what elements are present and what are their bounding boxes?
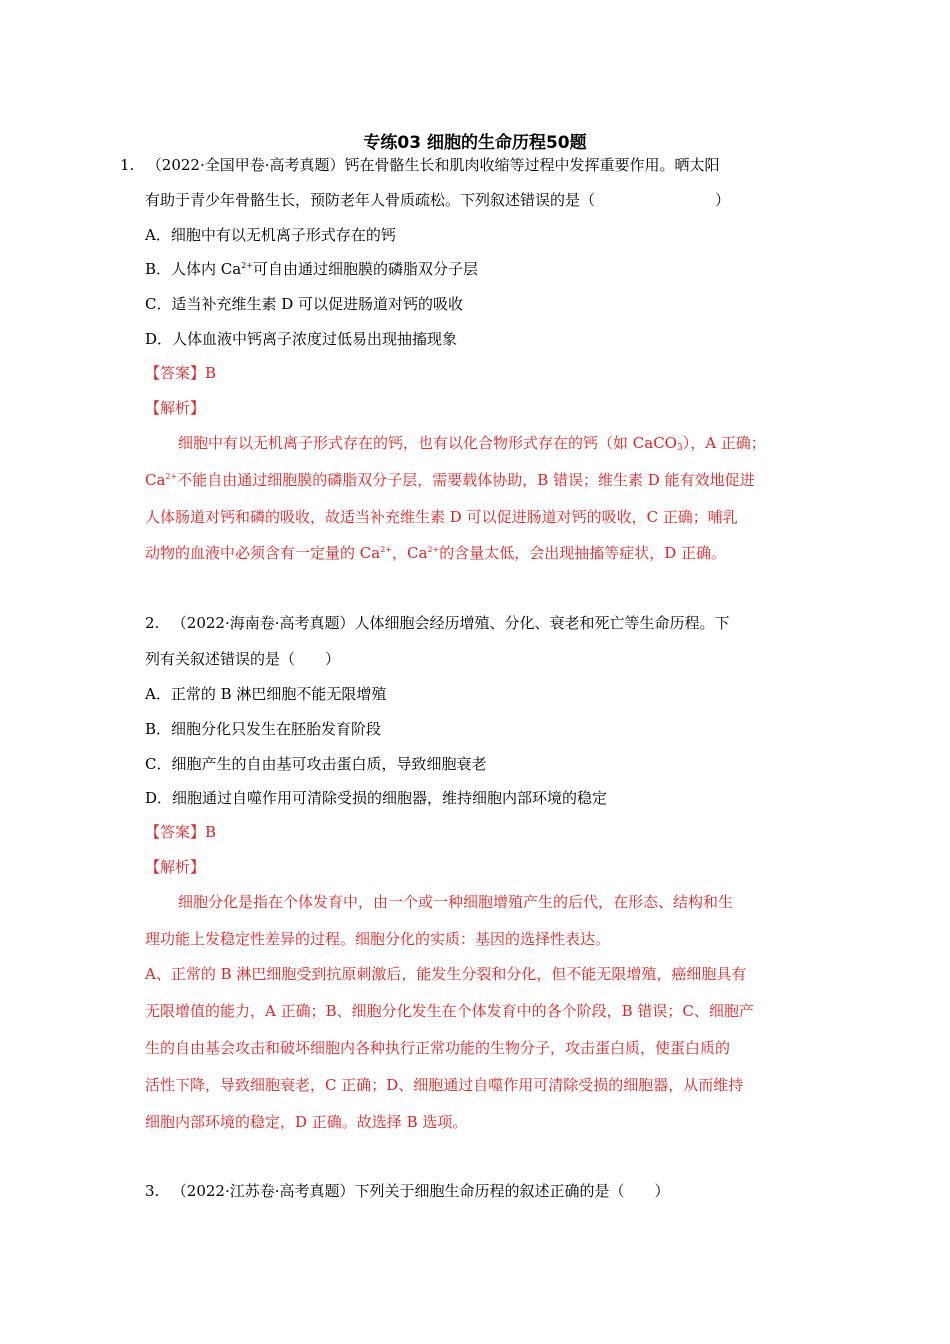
q1-analysis-3: 人体肠道对钙和磷的吸收，故适当补充维生素 D 可以促进肠道对钙的吸收，C 正确；哺乳	[145, 508, 738, 526]
q2-number: 2.	[145, 614, 160, 632]
q1-analysis-1-post: ），A 正确；	[682, 434, 766, 452]
q2-analysis-4: 无限增值的能力，A 正确；B、细胞分化发生在个体发育中的各个阶段，B 错误；C、细胞产	[145, 1002, 754, 1020]
q1-analysis-4-mid: ，Ca	[392, 544, 428, 562]
q2-analysis-1: 细胞分化是指在个体发育中，由一个或一种细胞增殖产生的后代，在形态、结构和生	[178, 893, 734, 911]
q1-option-b-sup: 2+	[241, 261, 254, 270]
q1-analysis-4-sup1: 2+	[380, 545, 392, 554]
q2-stem-line-1	[145, 613, 730, 633]
q1-option-b	[145, 259, 478, 279]
q3-number: 3.	[145, 1182, 160, 1200]
q1-option-c: C．适当补充维生素 D 可以促进肠道对钙的吸收	[145, 295, 464, 313]
q1-stem-1: （2022·全国甲卷·高考真题）钙在骨骼生长和肌肉收缩等过程中发挥重要作用。晒太阳	[146, 156, 720, 174]
q1-answer-value: B	[205, 364, 217, 382]
q2-option-b: B．细胞分化只发生在胚胎发育阶段	[145, 720, 382, 738]
page-title: 专练03 细胞的生命历程50题	[363, 133, 587, 153]
q3-stem-1: （2022·江苏卷·高考真题）下列关于细胞生命历程的叙述正确的是（ ）	[171, 1182, 670, 1200]
q1-analysis-2	[145, 470, 755, 490]
q2-option-a: A．正常的 B 淋巴细胞不能无限增殖	[145, 685, 387, 703]
q1-option-a: A．细胞中有以无机离子形式存在的钙	[145, 226, 396, 244]
q1-analysis-4-post: 的含量太低，会出现抽搐等症状，D 正确。	[439, 544, 727, 562]
q1-analysis-4-sup2: 2+	[427, 545, 440, 554]
q2-option-c: C．细胞产生的自由基可攻击蛋白质，导致细胞衰老	[145, 755, 487, 773]
q2-answer-value: B	[205, 823, 217, 841]
q2-analysis-2: 理功能上发稳定性差异的过程。细胞分化的实质：基因的选择性表达。	[145, 930, 611, 948]
q2-analysis-6: 活性下降，导致细胞衰老，C 正确；D、细胞通过自噬作用可清除受损的细胞器，从而维持	[145, 1076, 744, 1094]
q1-option-b-pre: B．人体内 Ca	[145, 260, 242, 278]
q2-analysis-3: A、正常的 B 淋巴细胞受到抗原刺激后，能发生分裂和分化，但不能无限增殖，癌细胞具有	[145, 965, 747, 983]
q2-analysis-5: 生的自由基会攻击和破坏细胞内各种执行正常功能的生物分子，攻击蛋白质，使蛋白质的	[145, 1039, 731, 1057]
q2-analysis-7: 细胞内部环境的稳定，D 正确。故选择 B 选项。	[145, 1113, 468, 1131]
q2-stem-1: （2022·海南卷·高考真题）人体细胞会经历增殖、分化、衰老和死亡等生命历程。下	[171, 614, 730, 632]
q1-analysis-4	[145, 543, 726, 563]
q2-answer-label: 【答案】	[145, 823, 206, 841]
q1-analysis-2-pre: Ca	[145, 471, 166, 489]
q1-option-d: D．人体血液中钙离子浓度过低易出现抽搐现象	[145, 330, 458, 348]
q3-stem-line-1	[145, 1181, 670, 1201]
q1-analysis-1	[178, 433, 766, 453]
q1-analysis-1-pre: 细胞中有以无机离子形式存在的钙，也有以化合物形式存在的钙（如 CaCO	[178, 434, 677, 452]
q1-analysis-label: 【解析】	[145, 399, 206, 417]
q1-stem-line-1	[120, 155, 720, 175]
q1-stem-2: 有助于青少年骨骼生长，预防老年人骨质疏松。下列叙述错误的是（ ）	[145, 191, 731, 209]
q1-answer-label: 【答案】	[145, 364, 206, 382]
q1-analysis-4-pre: 动物的血液中必须含有一定量的 Ca	[145, 544, 381, 562]
q2-analysis-label: 【解析】	[145, 858, 206, 876]
q1-answer	[145, 363, 216, 383]
q2-option-d: D．细胞通过自噬作用可清除受损的细胞器，维持细胞内部环境的稳定	[145, 789, 608, 807]
q1-number: 1.	[120, 156, 135, 174]
q2-stem-2: 列有关叙述错误的是（ ）	[145, 650, 341, 668]
q1-option-b-post: 可自由通过细胞膜的磷脂双分子层	[253, 260, 479, 278]
q1-analysis-1-sub: 3	[676, 443, 683, 453]
q2-answer	[145, 822, 216, 842]
q1-analysis-2-post: 不能自由通过细胞膜的磷脂双分子层，需要载体协助，B 错误；维生素 D 能有效地促进	[177, 471, 755, 489]
q1-analysis-2-sup: 2+	[165, 472, 178, 481]
